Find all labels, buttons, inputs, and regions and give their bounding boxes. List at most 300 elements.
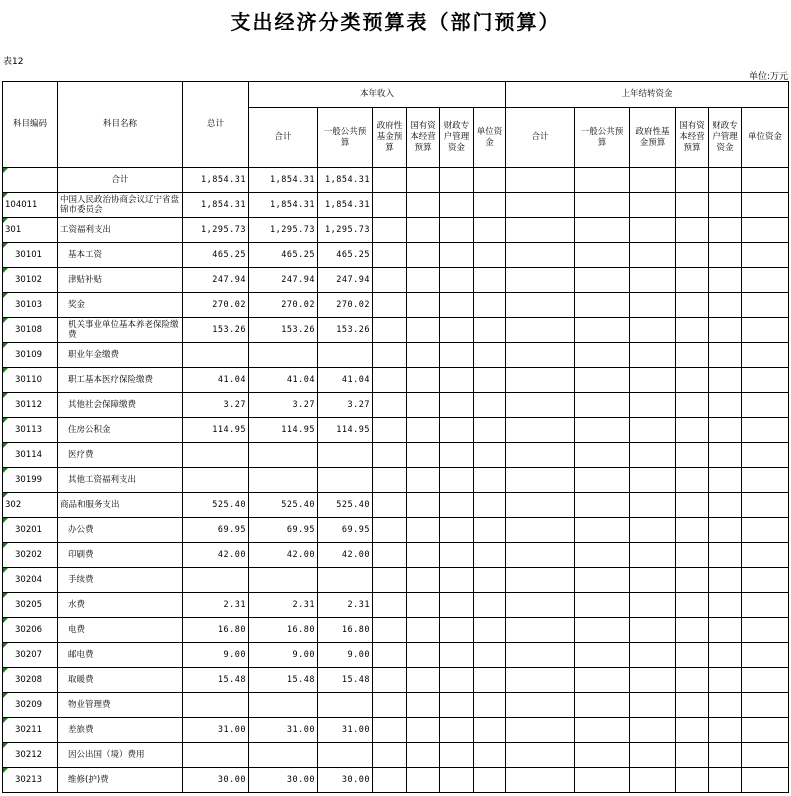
cell-name: 其他社会保障缴费 (58, 393, 183, 418)
cell-empty (440, 768, 474, 793)
cell-empty (676, 318, 709, 343)
cell-empty (440, 493, 474, 518)
cell-total: 247.94 (183, 268, 249, 293)
cell-empty (742, 693, 789, 718)
header-col: 一般公共预算 (318, 108, 373, 168)
cell-empty (630, 443, 676, 468)
cell-empty (742, 518, 789, 543)
cell-empty (440, 568, 474, 593)
cell-general: 153.26 (318, 318, 373, 343)
cell-empty (709, 218, 742, 243)
cell-name: 中国人民政治协商会议辽宁省盘锦市委员会 (58, 193, 183, 218)
table-row (3, 218, 789, 243)
cell-general: 525.40 (318, 493, 373, 518)
cell-empty (630, 468, 676, 493)
cell-empty (407, 693, 440, 718)
cell-total: 270.02 (183, 293, 249, 318)
cell-empty (440, 268, 474, 293)
cell-empty (676, 493, 709, 518)
cell-empty (474, 293, 506, 318)
cell-empty (630, 193, 676, 218)
cell-general (318, 343, 373, 368)
table-number: 表12 (3, 57, 24, 67)
cell-empty (742, 443, 789, 468)
table-row (3, 618, 789, 643)
cell-empty (373, 218, 407, 243)
cell-empty (676, 618, 709, 643)
cell-empty (742, 668, 789, 693)
cell-empty (575, 218, 630, 243)
cell-empty (506, 243, 575, 268)
table-row (3, 193, 789, 218)
cell-name: 印刷费 (58, 543, 183, 568)
cell-sum (249, 468, 318, 493)
cell-empty (630, 743, 676, 768)
cell-empty (407, 468, 440, 493)
cell-empty (742, 268, 789, 293)
cell-empty (373, 468, 407, 493)
cell-general: 30.00 (318, 768, 373, 793)
cell-empty (506, 618, 575, 643)
cell-total (183, 443, 249, 468)
cell-empty (676, 193, 709, 218)
cell-empty (575, 293, 630, 318)
cell-sum: 3.27 (249, 393, 318, 418)
cell-empty (474, 643, 506, 668)
header-col: 国有资本经营预算 (676, 108, 709, 168)
cell-empty (506, 418, 575, 443)
cell-empty (575, 393, 630, 418)
cell-empty (373, 168, 407, 193)
cell-sum (249, 743, 318, 768)
cell-code: 30112 (3, 393, 58, 418)
table-row (3, 243, 789, 268)
cell-empty (676, 243, 709, 268)
cell-empty (709, 318, 742, 343)
cell-name: 水费 (58, 593, 183, 618)
cell-total (183, 343, 249, 368)
cell-name: 其他工资福利支出 (58, 468, 183, 493)
cell-empty (440, 593, 474, 618)
cell-empty (373, 668, 407, 693)
cell-name: 合计 (58, 168, 183, 193)
cell-empty (407, 643, 440, 668)
cell-empty (676, 418, 709, 443)
cell-empty (474, 718, 506, 743)
cell-general: 9.00 (318, 643, 373, 668)
cell-code: 30205 (3, 593, 58, 618)
cell-name: 差旅费 (58, 718, 183, 743)
table-row (3, 543, 789, 568)
cell-code: 104011 (3, 193, 58, 218)
cell-empty (506, 668, 575, 693)
cell-empty (506, 693, 575, 718)
cell-empty (742, 568, 789, 593)
cell-empty (373, 193, 407, 218)
cell-name: 因公出国（境）费用 (58, 743, 183, 768)
cell-code: 30207 (3, 643, 58, 668)
cell-empty (440, 368, 474, 393)
cell-code: 30102 (3, 268, 58, 293)
header-name: 科目名称 (58, 82, 183, 168)
cell-empty (407, 593, 440, 618)
cell-name: 电费 (58, 618, 183, 643)
cell-sum: 525.40 (249, 493, 318, 518)
cell-total: 16.80 (183, 618, 249, 643)
header-last-year: 上年结转资金 (506, 82, 789, 108)
cell-empty (474, 493, 506, 518)
cell-empty (630, 368, 676, 393)
cell-empty (373, 618, 407, 643)
cell-name: 住房公积金 (58, 418, 183, 443)
cell-empty (474, 218, 506, 243)
cell-empty (440, 718, 474, 743)
cell-empty (373, 293, 407, 318)
cell-empty (407, 743, 440, 768)
cell-name: 职业年金缴费 (58, 343, 183, 368)
cell-empty (676, 568, 709, 593)
table-row (3, 768, 789, 793)
cell-general: 16.80 (318, 618, 373, 643)
cell-empty (407, 393, 440, 418)
cell-total: 114.95 (183, 418, 249, 443)
cell-empty (440, 293, 474, 318)
header-col: 财政专户管理资金 (440, 108, 474, 168)
cell-empty (630, 393, 676, 418)
cell-empty (742, 368, 789, 393)
cell-empty (506, 293, 575, 318)
cell-general (318, 693, 373, 718)
cell-empty (709, 718, 742, 743)
cell-empty (709, 668, 742, 693)
cell-empty (407, 368, 440, 393)
cell-empty (373, 643, 407, 668)
cell-name: 津贴补贴 (58, 268, 183, 293)
cell-empty (676, 543, 709, 568)
cell-empty (407, 343, 440, 368)
cell-empty (575, 618, 630, 643)
cell-total: 465.25 (183, 243, 249, 268)
cell-code: 301 (3, 218, 58, 243)
cell-empty (440, 193, 474, 218)
cell-empty (709, 293, 742, 318)
cell-code: 30204 (3, 568, 58, 593)
cell-empty (676, 593, 709, 618)
cell-name: 邮电费 (58, 643, 183, 668)
cell-empty (373, 343, 407, 368)
cell-total (183, 693, 249, 718)
cell-general (318, 743, 373, 768)
cell-empty (373, 418, 407, 443)
cell-empty (630, 543, 676, 568)
cell-empty (630, 618, 676, 643)
cell-empty (474, 268, 506, 293)
cell-sum: 114.95 (249, 418, 318, 443)
header-col: 政府性基金预算 (373, 108, 407, 168)
cell-empty (407, 193, 440, 218)
cell-empty (676, 218, 709, 243)
cell-empty (440, 693, 474, 718)
cell-empty (474, 168, 506, 193)
cell-name: 商品和服务支出 (58, 493, 183, 518)
cell-code (3, 168, 58, 193)
cell-empty (630, 718, 676, 743)
cell-code: 30208 (3, 668, 58, 693)
cell-name: 奖金 (58, 293, 183, 318)
cell-code: 30199 (3, 468, 58, 493)
cell-total: 31.00 (183, 718, 249, 743)
table-row (3, 743, 789, 768)
cell-empty (630, 318, 676, 343)
cell-total (183, 568, 249, 593)
cell-empty (630, 593, 676, 618)
cell-code: 30206 (3, 618, 58, 643)
cell-sum: 270.02 (249, 293, 318, 318)
cell-total: 15.48 (183, 668, 249, 693)
cell-empty (709, 393, 742, 418)
cell-empty (440, 743, 474, 768)
cell-sum: 16.80 (249, 618, 318, 643)
cell-empty (440, 418, 474, 443)
cell-sum: 30.00 (249, 768, 318, 793)
cell-sum: 2.31 (249, 593, 318, 618)
cell-empty (709, 468, 742, 493)
cell-code: 30212 (3, 743, 58, 768)
cell-sum: 247.94 (249, 268, 318, 293)
cell-code: 30109 (3, 343, 58, 368)
cell-empty (575, 493, 630, 518)
cell-empty (742, 418, 789, 443)
cell-empty (373, 518, 407, 543)
cell-general: 270.02 (318, 293, 373, 318)
table-row (3, 518, 789, 543)
cell-empty (506, 568, 575, 593)
table-row (3, 293, 789, 318)
cell-empty (474, 393, 506, 418)
cell-empty (676, 768, 709, 793)
cell-empty (742, 493, 789, 518)
cell-sum: 153.26 (249, 318, 318, 343)
header-col: 单位资金 (742, 108, 789, 168)
cell-empty (407, 718, 440, 743)
cell-empty (575, 643, 630, 668)
cell-total: 30.00 (183, 768, 249, 793)
header-col: 国有资本经营预算 (407, 108, 440, 168)
cell-empty (440, 643, 474, 668)
cell-empty (575, 693, 630, 718)
cell-empty (742, 718, 789, 743)
cell-code: 30209 (3, 693, 58, 718)
cell-empty (407, 418, 440, 443)
header-code: 科目编码 (3, 82, 58, 168)
cell-empty (373, 443, 407, 468)
cell-empty (575, 768, 630, 793)
cell-empty (630, 493, 676, 518)
cell-empty (742, 168, 789, 193)
cell-empty (676, 668, 709, 693)
cell-empty (474, 618, 506, 643)
cell-name: 手续费 (58, 568, 183, 593)
cell-general: 42.00 (318, 543, 373, 568)
cell-empty (440, 618, 474, 643)
cell-empty (676, 343, 709, 368)
cell-sum: 15.48 (249, 668, 318, 693)
cell-sum (249, 443, 318, 468)
budget-table (2, 81, 789, 793)
cell-empty (709, 593, 742, 618)
cell-empty (506, 743, 575, 768)
cell-empty (506, 593, 575, 618)
cell-empty (630, 243, 676, 268)
cell-empty (440, 668, 474, 693)
cell-empty (373, 318, 407, 343)
cell-empty (676, 518, 709, 543)
cell-empty (407, 668, 440, 693)
cell-empty (474, 368, 506, 393)
cell-empty (709, 768, 742, 793)
cell-empty (575, 368, 630, 393)
cell-empty (474, 243, 506, 268)
cell-empty (407, 268, 440, 293)
cell-empty (709, 243, 742, 268)
cell-empty (575, 593, 630, 618)
cell-empty (407, 168, 440, 193)
cell-empty (575, 518, 630, 543)
header-col: 财政专户管理资金 (709, 108, 742, 168)
cell-general: 247.94 (318, 268, 373, 293)
cell-empty (440, 443, 474, 468)
cell-empty (440, 543, 474, 568)
cell-empty (709, 443, 742, 468)
cell-empty (506, 643, 575, 668)
cell-name: 取暖费 (58, 668, 183, 693)
cell-empty (440, 243, 474, 268)
cell-empty (742, 618, 789, 643)
cell-empty (630, 693, 676, 718)
cell-empty (575, 193, 630, 218)
cell-empty (676, 168, 709, 193)
cell-empty (373, 543, 407, 568)
cell-sum (249, 343, 318, 368)
cell-empty (630, 518, 676, 543)
cell-sum: 69.95 (249, 518, 318, 543)
cell-code: 30101 (3, 243, 58, 268)
cell-empty (506, 543, 575, 568)
cell-empty (630, 293, 676, 318)
header-col: 一般公共预算 (575, 108, 630, 168)
cell-empty (440, 343, 474, 368)
cell-empty (407, 568, 440, 593)
cell-empty (506, 718, 575, 743)
header-col: 单位资金 (474, 108, 506, 168)
table-row (3, 168, 789, 193)
cell-empty (506, 493, 575, 518)
cell-empty (575, 543, 630, 568)
cell-empty (709, 418, 742, 443)
cell-empty (506, 468, 575, 493)
cell-empty (440, 393, 474, 418)
cell-empty (630, 268, 676, 293)
table-row (3, 393, 789, 418)
cell-empty (440, 318, 474, 343)
cell-empty (373, 693, 407, 718)
cell-empty (575, 343, 630, 368)
cell-empty (474, 193, 506, 218)
table-row (3, 693, 789, 718)
cell-empty (676, 268, 709, 293)
cell-empty (630, 168, 676, 193)
cell-empty (676, 443, 709, 468)
cell-empty (373, 593, 407, 618)
cell-empty (440, 168, 474, 193)
cell-empty (676, 718, 709, 743)
cell-empty (742, 293, 789, 318)
cell-empty (506, 343, 575, 368)
cell-total (183, 468, 249, 493)
cell-empty (630, 668, 676, 693)
cell-empty (373, 743, 407, 768)
table-row (3, 418, 789, 443)
cell-sum: 1,295.73 (249, 218, 318, 243)
cell-empty (506, 368, 575, 393)
cell-empty (474, 768, 506, 793)
header-total: 总计 (183, 82, 249, 168)
cell-empty (709, 368, 742, 393)
cell-name: 物业管理费 (58, 693, 183, 718)
cell-sum (249, 693, 318, 718)
cell-empty (575, 243, 630, 268)
cell-empty (575, 418, 630, 443)
cell-empty (407, 768, 440, 793)
table-row (3, 493, 789, 518)
cell-empty (506, 193, 575, 218)
cell-sum: 41.04 (249, 368, 318, 393)
cell-empty (474, 518, 506, 543)
cell-total: 42.00 (183, 543, 249, 568)
page-title: 支出经济分类预算表（部门预算） (230, 10, 561, 34)
cell-empty (407, 318, 440, 343)
cell-empty (709, 568, 742, 593)
cell-general: 3.27 (318, 393, 373, 418)
cell-empty (407, 543, 440, 568)
cell-empty (742, 593, 789, 618)
cell-total: 1,295.73 (183, 218, 249, 243)
cell-empty (373, 493, 407, 518)
cell-general: 465.25 (318, 243, 373, 268)
cell-empty (407, 518, 440, 543)
table-row (3, 368, 789, 393)
cell-code: 30213 (3, 768, 58, 793)
cell-empty (709, 493, 742, 518)
cell-empty (474, 318, 506, 343)
cell-empty (506, 768, 575, 793)
cell-empty (407, 618, 440, 643)
cell-empty (630, 343, 676, 368)
cell-code: 30114 (3, 443, 58, 468)
cell-general (318, 468, 373, 493)
cell-empty (373, 768, 407, 793)
cell-empty (440, 218, 474, 243)
cell-empty (575, 268, 630, 293)
cell-empty (742, 743, 789, 768)
table-row (3, 668, 789, 693)
cell-empty (506, 318, 575, 343)
cell-general: 2.31 (318, 593, 373, 618)
cell-empty (474, 443, 506, 468)
cell-empty (506, 393, 575, 418)
cell-empty (709, 168, 742, 193)
cell-sum: 31.00 (249, 718, 318, 743)
